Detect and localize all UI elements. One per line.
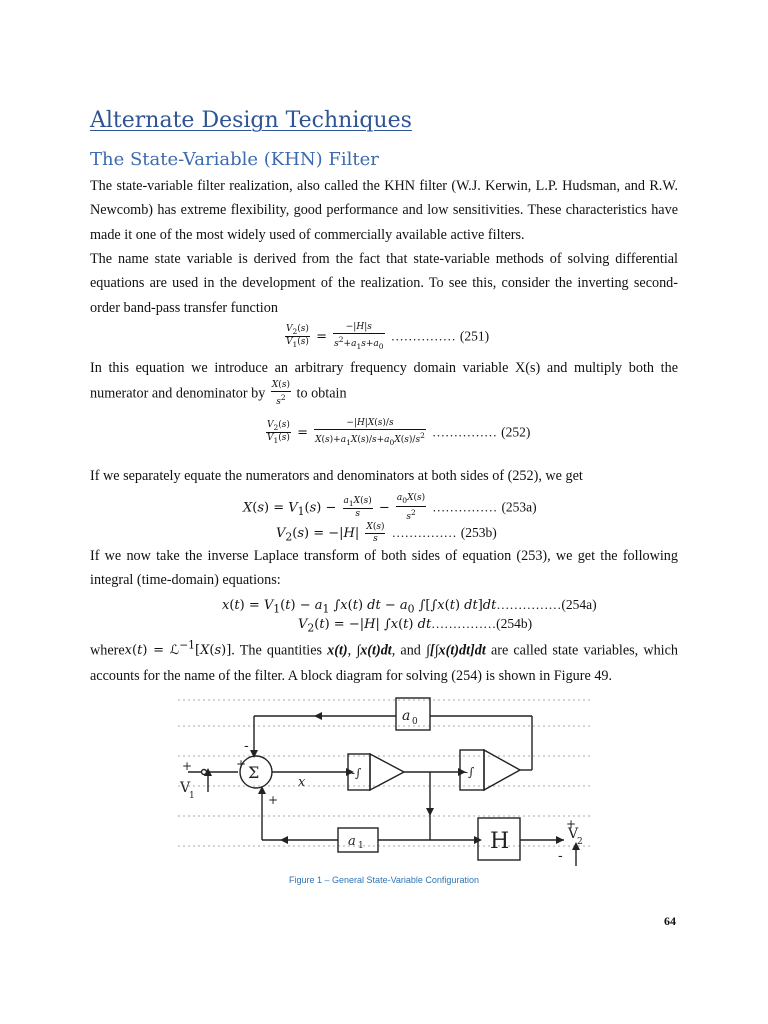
a0-label: a xyxy=(402,708,411,724)
v1-label: V xyxy=(180,780,191,796)
a1-label: a xyxy=(348,834,356,849)
v2-label: V xyxy=(568,826,579,842)
equation-254a: $x(t) = V_1(t) - a_1$ ∫x(t) dt − $a_0$ ∫[∫x(t) dt]dt……………(254a) xyxy=(222,597,597,616)
sum-symbol: Σ xyxy=(248,763,260,782)
equation-252: $\frac{V_2(s)}{V_1(s)}$ = $\frac{-|H|X(s)/s}{X(s)+a_1X(s)/s+a_0X(s)/s^2}$ …………… (252) xyxy=(267,418,531,447)
sum-minus-sign-top: - xyxy=(244,738,249,754)
equation-number: (253a) xyxy=(501,499,537,515)
equation-253a: $X(s) = V_1(s)$ − $\frac{a_1X(s)}{s}$ − $\frac{a_0X(s)}{s^2}$ …………… (253a) xyxy=(243,493,537,522)
equation-253b: $V_2(s) = -|H|$ $\frac{X(s)}{s}$ …………… (253b) xyxy=(276,522,497,544)
equation-dots: …………… xyxy=(390,328,456,344)
equation-251: $\frac{V_2(s)}{V_1(s)}$ = $\frac{-|H|s}{s^2+a_1s+a_0}$ …………… (251) xyxy=(286,322,490,351)
paragraph-text: . The quantities xyxy=(231,642,323,659)
v1-subscript: 1 xyxy=(189,791,195,801)
v2-subscript: 2 xyxy=(577,837,583,847)
paragraph-laplace: If we now take the inverse Laplace transform of both sides of equation (253), we get the following integral (time-domain) equations: xyxy=(90,548,678,589)
sum-plus-sign-bottom: + xyxy=(268,793,279,807)
equation-dots: …………… xyxy=(496,597,562,612)
page-number: 64 xyxy=(664,914,676,928)
paragraph-text: , and xyxy=(391,642,421,659)
paragraph-text: where xyxy=(90,642,125,659)
paragraph-equate: If we separately equate the numerators and denominators at both sides of (252), we get xyxy=(90,468,583,484)
output-plus-sign: + xyxy=(566,817,577,831)
sum-plus-sign-left: + xyxy=(236,757,247,771)
equation-number: (252) xyxy=(501,424,531,440)
arrowheads xyxy=(204,712,580,850)
x-label: x xyxy=(298,775,306,790)
h-label: H xyxy=(490,829,510,854)
state-variable-2: ∫x(t)dt xyxy=(356,642,392,659)
state-variable-1: x(t) xyxy=(327,642,348,659)
paragraph-state-variables: wherex(t) = ℒ$^{-1}$[X(s)]. The quantities x(t), ∫x(t)dt, and ∫[∫x(t)dt]dt are called state variables, which accounts for the name of the filter. A block diagram for solving (254) is shown in Figure 49. xyxy=(90,639,679,684)
equation-dots: …………… xyxy=(391,525,457,540)
a0-subscript: 0 xyxy=(412,717,418,727)
paragraph-introduce-x xyxy=(90,356,678,408)
integrator-2-label: -∫ xyxy=(464,765,475,779)
equation-number: (253b) xyxy=(460,525,497,540)
input-plus-sign: + xyxy=(182,759,193,773)
page-heading: Alternate Design Techniques xyxy=(90,108,412,133)
equation-number: (254b) xyxy=(496,616,533,631)
equation-number: (254a) xyxy=(561,597,597,612)
output-minus-sign: - xyxy=(558,848,563,864)
state-variable-3: ∫[∫x(t)dt]dt xyxy=(426,642,486,659)
paragraph-text: are called state variables, which accounts for the name of the filter. A block diagram for solving (254) is shown in Figure 49. xyxy=(90,642,679,684)
section-heading: The State-Variable (KHN) Filter xyxy=(90,149,379,170)
equation-number: (251) xyxy=(459,328,490,344)
paragraph-name-origin: The name state variable is derived from the fact that state-variable methods of solving differential equations are used in the development of the realization. To see this, consider the inverting second-order band-pass transfer function xyxy=(90,251,678,316)
block-diagram xyxy=(178,688,590,870)
inline-fraction-x-over-s2: $\frac{X(s)}{s^2}$ xyxy=(271,380,290,408)
equation-dots: …………… xyxy=(431,616,497,631)
equation-dots: …………… xyxy=(431,424,497,440)
paragraph-text: to obtain xyxy=(296,385,347,402)
equation-254b: $V_2(t) = -|H|$ ∫x(t) dt……………(254b) xyxy=(298,616,533,635)
paragraph-intro: The state-variable filter realization, also called the KHN filter (W.J. Kerwin, L.P. Hudsman, and R.W. Newcomb) has extreme flexibility, good performance and low sensitivities. These characteristics have made it one of the most widely used of commercially available active filters. xyxy=(90,178,678,243)
integrator-1-label: -∫ xyxy=(351,766,362,780)
figure-caption: Figure 1 – General State-Variable Configuration xyxy=(289,875,479,885)
integrator-1-triangle xyxy=(370,754,404,790)
equation-dots: …………… xyxy=(432,499,498,515)
a1-subscript: 1 xyxy=(358,841,364,851)
paragraph-text: In this equation we introduce an arbitrary frequency domain variable X(s) and multiply both the numerator and denominator by xyxy=(90,360,678,402)
